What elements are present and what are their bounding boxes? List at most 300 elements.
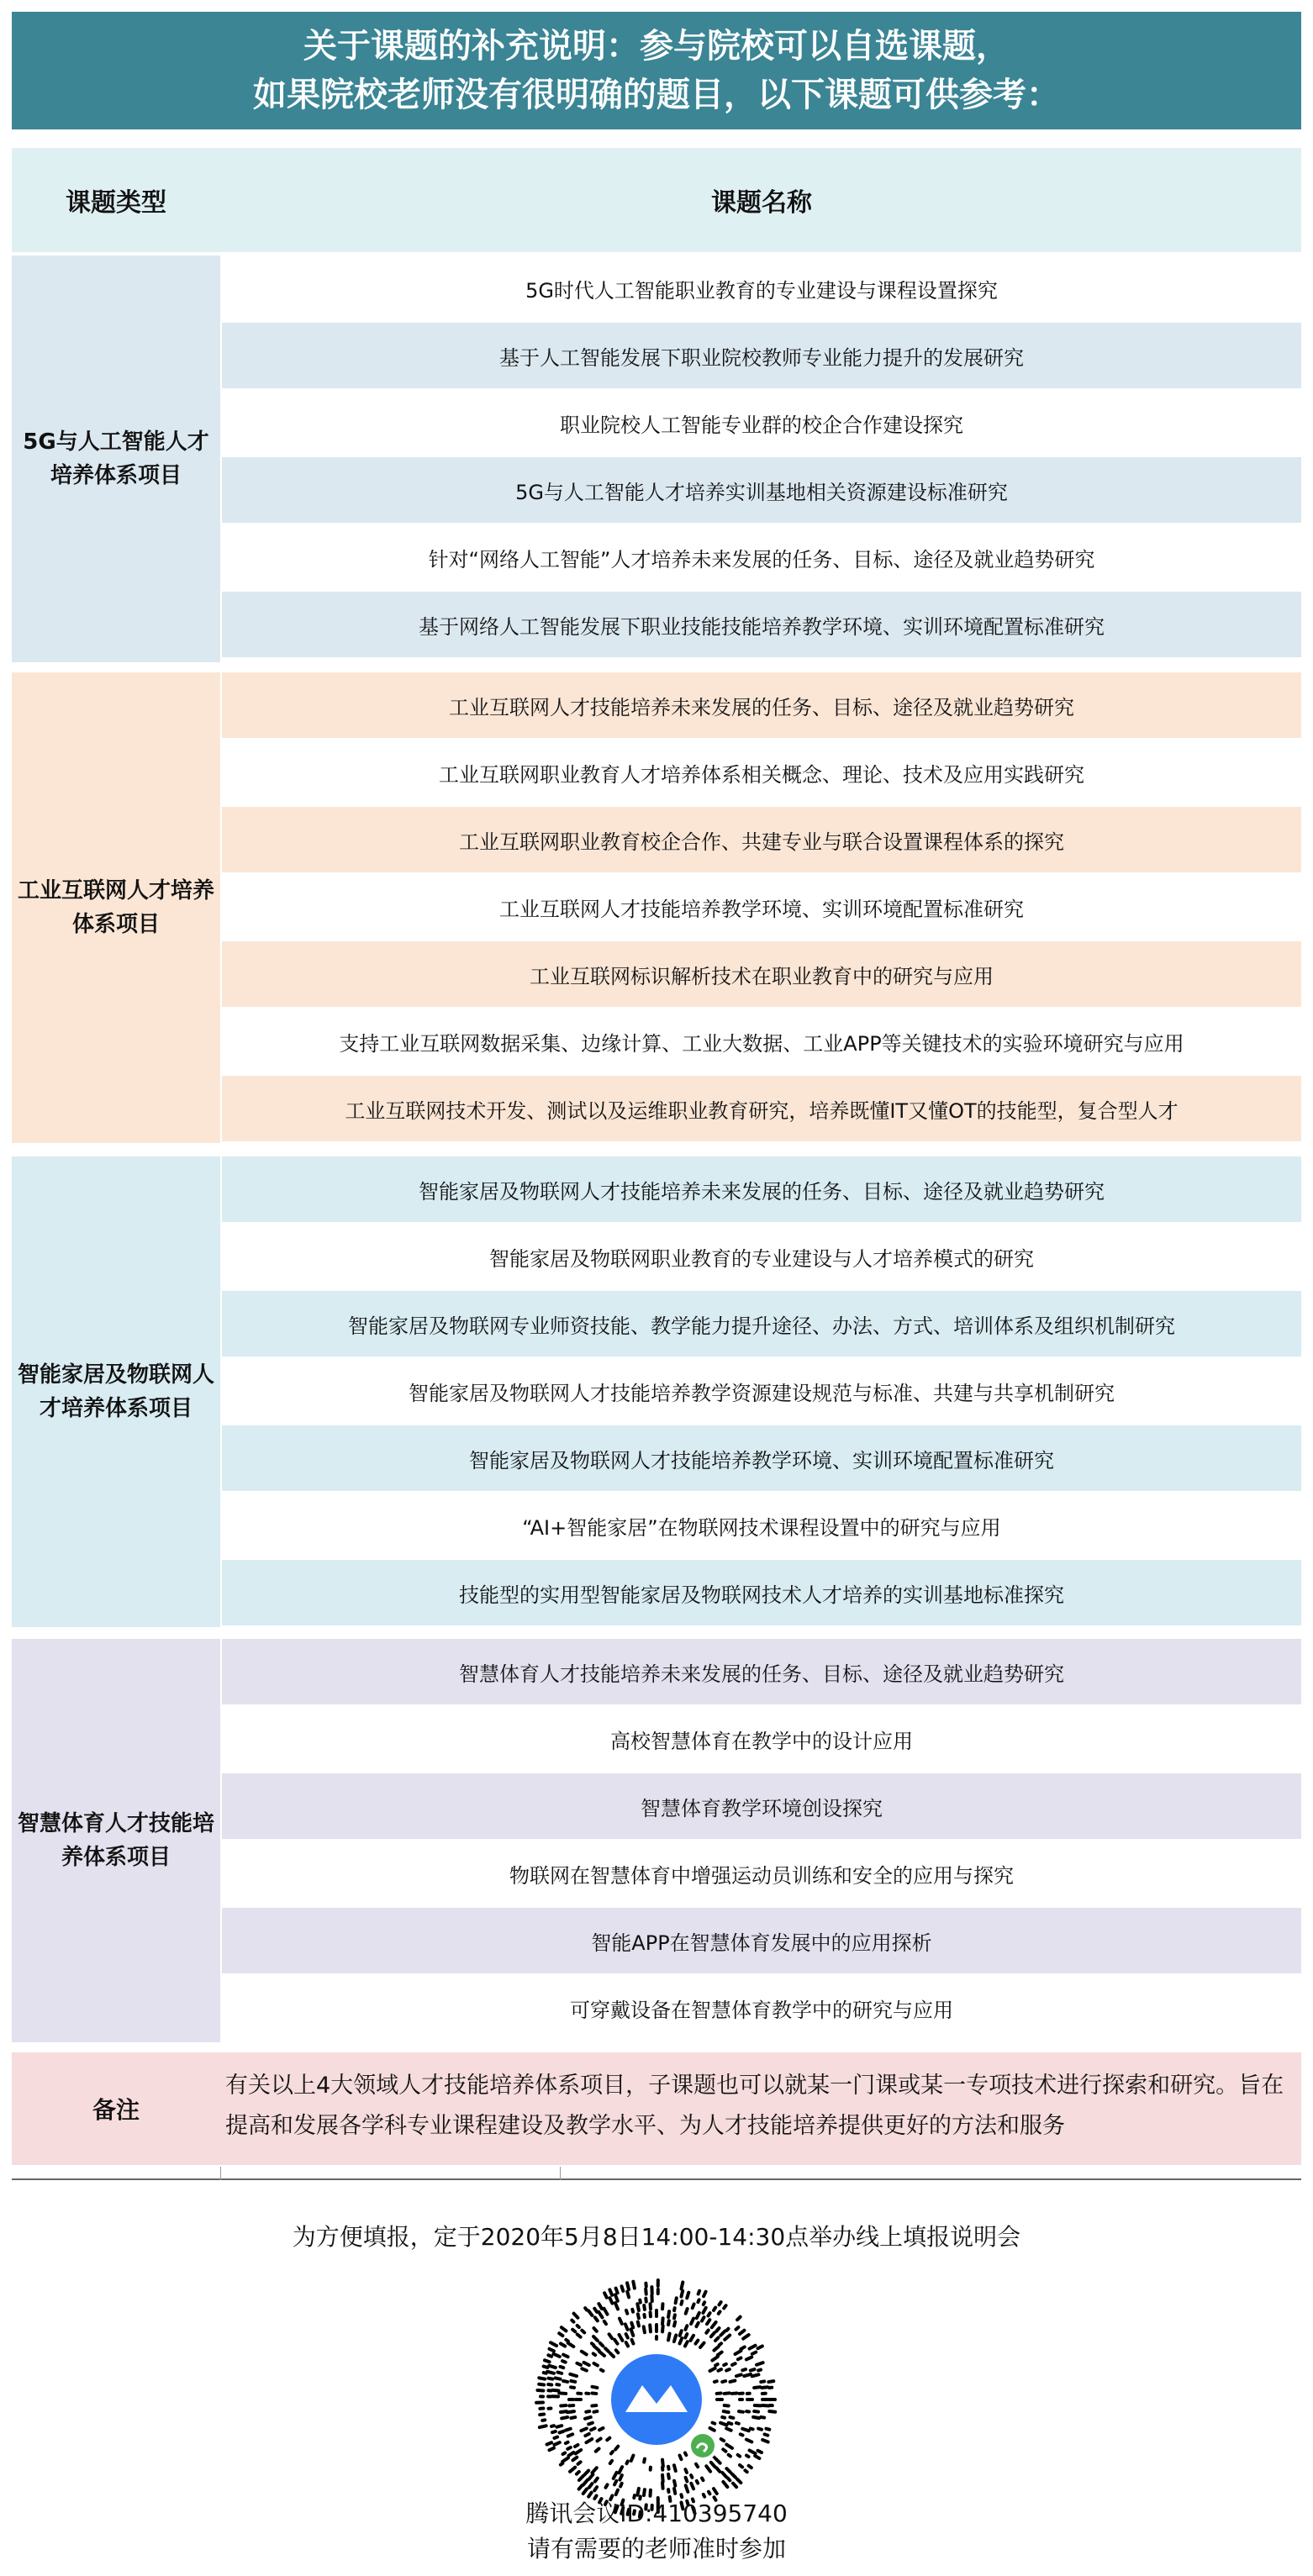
qr-dot xyxy=(627,2283,629,2289)
topic-row: 高校智慧体育在教学中的设计应用 xyxy=(222,1706,1301,1772)
qr-dot xyxy=(632,2340,634,2344)
qr-dot xyxy=(552,2390,558,2391)
qr-dot xyxy=(600,2343,604,2347)
qr-dot xyxy=(716,2468,720,2472)
qr-dot xyxy=(728,2478,730,2480)
qr-dot xyxy=(726,2445,732,2448)
qr-dot xyxy=(568,2434,573,2436)
qr-dot xyxy=(594,2309,597,2312)
qr-dot xyxy=(570,2468,575,2472)
qr-dot xyxy=(726,2369,730,2371)
qr-dot xyxy=(561,2463,562,2465)
qr-dot xyxy=(722,2381,725,2382)
qr-dot xyxy=(539,2384,544,2385)
topic-row: 5G时代人工智能职业教育的专业建设与课程设置探究 xyxy=(222,255,1301,321)
qr-dot xyxy=(609,2334,613,2338)
qr-dot xyxy=(723,2449,725,2451)
qr-dot xyxy=(745,2470,746,2472)
qr-dot xyxy=(593,2346,598,2350)
qr-dot xyxy=(749,2466,751,2468)
qr-dot xyxy=(740,2465,742,2467)
qr-dot xyxy=(680,2331,682,2336)
qr-dot xyxy=(620,2319,622,2324)
qr-dot xyxy=(732,2473,736,2477)
qr-dot xyxy=(562,2417,567,2418)
meeting-attend: 请有需要的老师准时参加 xyxy=(526,2535,786,2563)
qr-dot xyxy=(592,2343,593,2345)
qr-dot xyxy=(686,2309,688,2314)
topic-row: 技能型的实用型智能家居及物联网技术人才培养的实训基地标准探究 xyxy=(222,1560,1301,1625)
qr-dot xyxy=(632,2310,633,2312)
qr-dot xyxy=(750,2346,756,2349)
table-bottom-rule xyxy=(12,2178,1301,2180)
remark-row xyxy=(12,2052,1301,2165)
qr-dot xyxy=(607,2438,609,2441)
qr-dot xyxy=(685,2469,687,2473)
qr-dot xyxy=(711,2463,715,2467)
qr-dot xyxy=(610,2461,612,2463)
qr-dot xyxy=(542,2420,545,2421)
topic-row: 工业互联网职业教育校企合作、共建专业与联合设置课程体系的探究 xyxy=(222,807,1301,872)
qr-dot xyxy=(714,2347,718,2351)
qr-dot xyxy=(744,2374,751,2376)
qr-dot xyxy=(577,2363,581,2365)
qr-dot xyxy=(620,2467,623,2473)
qr-dot xyxy=(761,2417,764,2418)
qr-dot xyxy=(599,2428,603,2430)
qr-dot xyxy=(721,2439,724,2441)
qr-dot xyxy=(704,2292,705,2296)
topic-row: 智能家居及物联网职业教育的专业建设与人才培养模式的研究 xyxy=(222,1224,1301,1289)
qr-dot xyxy=(577,2335,581,2337)
qr-dot xyxy=(709,2313,710,2315)
group-industrial-internet xyxy=(12,672,1301,1143)
qr-dot xyxy=(733,2484,736,2487)
qr-dot xyxy=(702,2317,704,2321)
qr-dot xyxy=(598,2438,601,2441)
qr-dot xyxy=(631,2456,634,2461)
qr-dot xyxy=(559,2393,566,2394)
qr-dot xyxy=(625,2324,628,2329)
qr-dot xyxy=(551,2342,556,2346)
qr-dot xyxy=(738,2455,740,2457)
qr-dot xyxy=(599,2352,604,2356)
meeting-info xyxy=(0,2496,1313,2567)
remark-label: 备注 xyxy=(92,2096,140,2124)
qr-dot xyxy=(576,2450,582,2453)
qr-dot xyxy=(644,2305,645,2310)
qr-dot xyxy=(676,2298,677,2303)
qr-dot xyxy=(579,2476,583,2480)
qr-dot xyxy=(586,2411,589,2412)
qr-dot xyxy=(758,2429,762,2430)
qr-dot xyxy=(715,2458,720,2463)
qr-dot xyxy=(720,2331,725,2336)
qr-dot xyxy=(631,2323,633,2328)
topic-row: 工业互联网人才技能培养未来发展的任务、目标、途径及就业趋势研究 xyxy=(222,672,1301,738)
qr-dot xyxy=(685,2342,688,2346)
qr-dot xyxy=(570,2374,577,2376)
qr-dot xyxy=(572,2457,577,2461)
qr-dot xyxy=(627,2461,628,2463)
qr-dot xyxy=(761,2381,764,2382)
qr-dot xyxy=(662,2318,663,2324)
qr-dot xyxy=(633,2282,635,2289)
topic-row: 工业互联网人才技能培养教学环境、实训环境配置标准研究 xyxy=(222,874,1301,940)
qr-dot xyxy=(674,2335,676,2342)
title-banner xyxy=(12,12,1301,129)
remark-text: 有关以上4大领域人才技能培养体系项目，子课题也可以就某一门课或某一专项技术进行探索和研究。旨在提高和发展各学科专业课程建设及教学水平、为人才技能培养提供更好的方法和服务 xyxy=(225,2073,1284,2139)
category-label: 智慧体育人才技能培养体系项目 xyxy=(12,1639,220,2042)
qr-dot xyxy=(725,2393,730,2394)
topic-row: 智能家居及物联网人才技能培养教学环境、实训环境配置标准研究 xyxy=(222,1425,1301,1491)
qr-dot xyxy=(584,2471,588,2475)
topic-row: 工业互联网标识解析技术在职业教育中的研究与应用 xyxy=(222,941,1301,1007)
qr-dot xyxy=(751,2428,753,2429)
topic-row: 基于网络人工智能发展下职业技能技能培养教学环境、实训环境配置标准研究 xyxy=(222,592,1301,657)
topic-row: 工业互联网职业教育人才培养体系相关概念、理论、技术及应用实践研究 xyxy=(222,740,1301,805)
qr-dot xyxy=(668,2311,669,2317)
qr-dot xyxy=(709,2428,714,2431)
qr-dot xyxy=(548,2355,551,2357)
qr-dot xyxy=(644,2326,645,2332)
qr-dot xyxy=(588,2423,593,2425)
qr-dot xyxy=(662,2475,663,2482)
qr-dot xyxy=(606,2484,608,2487)
qr-dot xyxy=(604,2321,606,2324)
qr-dot xyxy=(751,2369,755,2370)
qr-dot xyxy=(638,2322,639,2326)
qr-dot xyxy=(768,2381,773,2382)
qr-dot xyxy=(713,2423,715,2424)
qr-dot xyxy=(736,2374,741,2376)
qr-dot xyxy=(572,2321,573,2322)
qr-dot xyxy=(695,2341,698,2344)
qr-dot xyxy=(614,2481,616,2484)
qr-dot xyxy=(691,2336,694,2341)
header-name: 课题名称 xyxy=(711,188,812,218)
qr-dot xyxy=(668,2321,669,2325)
qr-dot xyxy=(626,2334,628,2338)
qr-dot xyxy=(559,2333,562,2336)
qr-dot xyxy=(712,2322,716,2327)
qr-dot xyxy=(754,2387,760,2388)
qr-dot xyxy=(614,2473,617,2479)
topic-row: 5G与人工智能人才培养实训基地相关资源建设标准研究 xyxy=(222,457,1301,523)
qr-dot xyxy=(601,2370,604,2371)
qr-dot xyxy=(626,2310,627,2314)
qr-dot xyxy=(758,2451,762,2452)
qr-dot xyxy=(598,2312,602,2318)
qr-dot xyxy=(707,2320,709,2324)
qr-dot xyxy=(743,2335,749,2339)
qr-dot xyxy=(571,2387,574,2388)
qr-dot xyxy=(582,2331,584,2333)
qr-dot xyxy=(540,2426,546,2427)
qr-dot xyxy=(693,2304,694,2308)
qr-dot xyxy=(550,2349,554,2352)
qr-dot xyxy=(620,2335,623,2341)
qr-dot xyxy=(746,2357,751,2360)
qr-dot xyxy=(548,2378,552,2379)
meeting-id: 腾讯会议ID:410395740 xyxy=(525,2500,788,2527)
qr-dot xyxy=(696,2464,698,2467)
qr-dot xyxy=(605,2348,609,2352)
qr-dot xyxy=(732,2363,736,2365)
qr-dot xyxy=(726,2329,728,2331)
qr-dot xyxy=(674,2315,675,2318)
qr-dot xyxy=(582,2368,587,2370)
qr-dot xyxy=(762,2440,768,2442)
qr-dot xyxy=(552,2431,556,2432)
qr-dot xyxy=(754,2411,758,2412)
qr-dot xyxy=(571,2381,575,2382)
qr-dot xyxy=(723,2482,727,2487)
qr-dot xyxy=(726,2428,731,2430)
qr-dot xyxy=(583,2480,588,2485)
qr-dot xyxy=(686,2485,688,2492)
qr-dot xyxy=(674,2308,675,2310)
qr-dot xyxy=(691,2475,692,2478)
qr-dot xyxy=(724,2305,725,2308)
qr-dot xyxy=(554,2437,557,2438)
qr-dot xyxy=(746,2440,751,2442)
qr-dot xyxy=(598,2304,602,2309)
qr-dot xyxy=(715,2381,717,2382)
qr-dot xyxy=(593,2328,596,2331)
qr-dot xyxy=(544,2367,548,2368)
qr-dot xyxy=(584,2363,589,2365)
qr-dot xyxy=(615,2447,618,2450)
qr-dot xyxy=(562,2361,566,2363)
qr-dot xyxy=(620,2475,621,2479)
qr-dot xyxy=(620,2484,622,2487)
qr-dot xyxy=(614,2340,617,2344)
category-label: 智能家居及物联网人才培养体系项目 xyxy=(12,1156,220,1627)
qr-dot xyxy=(687,2293,688,2299)
qr-dot xyxy=(616,2350,619,2352)
qr-dot xyxy=(697,2481,698,2484)
qr-dot xyxy=(736,2351,741,2354)
qr-dot xyxy=(674,2465,676,2471)
qr-dot xyxy=(730,2417,734,2418)
category-label: 工业互联网人才培养体系项目 xyxy=(12,672,220,1143)
qr-dot xyxy=(741,2434,743,2435)
qr-dot xyxy=(593,2336,598,2341)
qr-dot xyxy=(752,2374,759,2376)
qr-dot xyxy=(644,2459,645,2463)
qr-dot xyxy=(595,2317,598,2321)
qr-dot xyxy=(737,2317,741,2321)
qr-dot xyxy=(758,2370,761,2371)
qr-dot xyxy=(637,2489,639,2495)
qr-dot xyxy=(560,2431,564,2433)
qr-dot xyxy=(566,2340,568,2342)
qr-dot xyxy=(550,2448,554,2451)
qr-dot xyxy=(681,2291,683,2297)
qr-dot xyxy=(718,2369,721,2371)
qr-dot xyxy=(703,2308,705,2313)
qr-dot xyxy=(582,2352,587,2355)
qr-dot xyxy=(738,2357,741,2359)
qr-dot xyxy=(537,2390,543,2391)
qr-dot xyxy=(563,2355,567,2357)
qr-dot xyxy=(741,2347,744,2349)
qr-dot xyxy=(588,2310,592,2315)
qr-dot xyxy=(593,2353,595,2355)
qr-dot xyxy=(604,2309,608,2315)
qr-dot xyxy=(740,2331,744,2334)
qr-dot xyxy=(581,2428,586,2431)
qr-dot xyxy=(674,2322,675,2326)
qr-dot xyxy=(668,2467,669,2469)
qr-dot xyxy=(762,2387,767,2388)
qr-dot xyxy=(737,2479,741,2483)
table-divider xyxy=(220,2167,221,2180)
qr-dot xyxy=(586,2439,592,2442)
qr-dot xyxy=(691,2319,693,2324)
qr-dot xyxy=(730,2381,736,2382)
qr-dot xyxy=(554,2442,559,2445)
qr-dot xyxy=(549,2366,556,2368)
qr-dot xyxy=(578,2462,581,2464)
qr-dot xyxy=(668,2334,670,2341)
qr-dot xyxy=(585,2417,591,2419)
qr-dot xyxy=(569,2452,574,2456)
qr-dot xyxy=(668,2474,669,2479)
qr-dot xyxy=(682,2282,683,2289)
qr-dot xyxy=(736,2423,739,2424)
qr-dot xyxy=(712,2357,718,2361)
qr-dot xyxy=(589,2474,593,2479)
qr-dot xyxy=(568,2343,574,2347)
qr-dot xyxy=(611,2452,613,2453)
group-smart-home-iot xyxy=(12,1156,1301,1627)
qr-dot xyxy=(755,2456,759,2458)
topic-row: 职业院校人工智能专业群的校企合作建设探究 xyxy=(222,390,1301,456)
qr-dot xyxy=(548,2384,551,2385)
qr-dot xyxy=(686,2478,688,2482)
qr-dot xyxy=(615,2303,618,2309)
qr-dot xyxy=(592,2387,597,2388)
qr-dot xyxy=(567,2411,574,2412)
topic-row: 智慧体育教学环境创设探究 xyxy=(222,1773,1301,1839)
qr-dot xyxy=(574,2314,578,2318)
qr-dot xyxy=(685,2326,687,2330)
qr-dot xyxy=(724,2364,726,2365)
header-type: 课题类型 xyxy=(66,188,166,218)
qr-dot xyxy=(739,2411,743,2412)
qr-dot xyxy=(583,2489,587,2494)
qr-dot xyxy=(591,2428,595,2430)
meeting-notice: 为方便填报，定于2020年5月8日14:00-14:30点举办线上填报说明会 xyxy=(292,2223,1021,2251)
qr-dot xyxy=(609,2298,612,2303)
qr-dot xyxy=(752,2352,757,2354)
topic-row: 支持工业互联网数据采集、边缘计算、工业大数据、工业APP等关键技术的实验环境研究与应用 xyxy=(222,1009,1301,1074)
qr-dot xyxy=(604,2293,607,2297)
qr-dot xyxy=(719,2311,720,2313)
qr-dot xyxy=(674,2481,675,2486)
qr-dot xyxy=(662,2326,663,2331)
qr-dot xyxy=(637,2304,639,2310)
qr-dot xyxy=(720,2423,727,2426)
qr-dot xyxy=(610,2353,614,2357)
qr-dot xyxy=(556,2426,562,2427)
qr-dot xyxy=(736,2327,738,2330)
tencent-meeting-qr-code-icon[interactable] xyxy=(535,2278,778,2521)
qr-dot xyxy=(579,2485,583,2489)
qr-dot xyxy=(594,2487,597,2490)
qr-dot xyxy=(706,2466,710,2471)
qr-dot xyxy=(566,2442,568,2443)
qr-dot xyxy=(560,2367,563,2368)
qr-dot xyxy=(719,2302,720,2305)
qr-dot xyxy=(711,2333,715,2337)
category-label: 5G与人工智能人才培养体系项目 xyxy=(12,255,220,662)
qr-dot xyxy=(616,2289,618,2294)
qr-dot xyxy=(750,2450,756,2453)
qr-dot xyxy=(714,2489,717,2494)
group-smart-sports xyxy=(12,1639,1301,2042)
qr-dot xyxy=(547,2442,552,2444)
qr-dot xyxy=(563,2381,567,2382)
qr-dot xyxy=(753,2417,759,2418)
qr-dot xyxy=(596,2448,599,2451)
qr-dot xyxy=(769,2411,775,2412)
topic-row: 智能家居及物联网人才技能培养教学资源建设规范与标准、共建与共享机制研究 xyxy=(222,1358,1301,1424)
qr-dot xyxy=(700,2343,704,2347)
qr-dot xyxy=(589,2484,593,2488)
qr-dot xyxy=(615,2294,618,2300)
group-5g-ai xyxy=(12,255,1301,662)
qr-dot xyxy=(594,2363,598,2366)
qr-dot xyxy=(545,2360,550,2362)
qr-dot xyxy=(691,2484,693,2489)
qr-dot xyxy=(680,2338,683,2343)
qr-dot xyxy=(758,2346,762,2348)
qr-dot xyxy=(650,2325,651,2331)
topic-row: “AI+智能家居”在物联网技术课程设置中的研究与应用 xyxy=(222,1493,1301,1558)
qr-dot xyxy=(685,2334,687,2338)
qr-dot xyxy=(593,2468,597,2473)
qr-dot xyxy=(757,2363,763,2365)
qr-dot xyxy=(561,2411,567,2412)
qr-dot xyxy=(729,2423,732,2424)
qr-dot xyxy=(674,2489,675,2494)
qr-dot xyxy=(685,2452,686,2455)
qr-dot xyxy=(702,2479,704,2481)
qr-dot xyxy=(561,2343,565,2346)
qr-dot xyxy=(585,2308,587,2310)
qr-dot xyxy=(593,2411,597,2412)
qr-dot xyxy=(567,2447,570,2449)
qr-dot xyxy=(697,2313,699,2318)
banner-line-2: 如果院校老师没有很明确的题目，以下课题可供参考： xyxy=(253,76,1060,114)
qr-dot xyxy=(709,2368,715,2371)
qr-dot xyxy=(595,2479,598,2482)
qr-dot xyxy=(742,2429,749,2431)
qr-dot xyxy=(662,2460,663,2467)
qr-dot xyxy=(680,2456,682,2460)
qr-dot xyxy=(627,2292,629,2298)
qr-dot xyxy=(696,2323,698,2326)
qr-dot xyxy=(562,2327,567,2331)
topic-row: 智能家居及物联网专业师资技能、教学能力提升途径、办法、方式、培训体系及组织机制研究 xyxy=(222,1291,1301,1356)
qr-dot xyxy=(575,2445,577,2447)
qr-dot xyxy=(722,2417,725,2418)
qr-dot xyxy=(571,2417,575,2418)
qr-dot xyxy=(720,2343,721,2345)
